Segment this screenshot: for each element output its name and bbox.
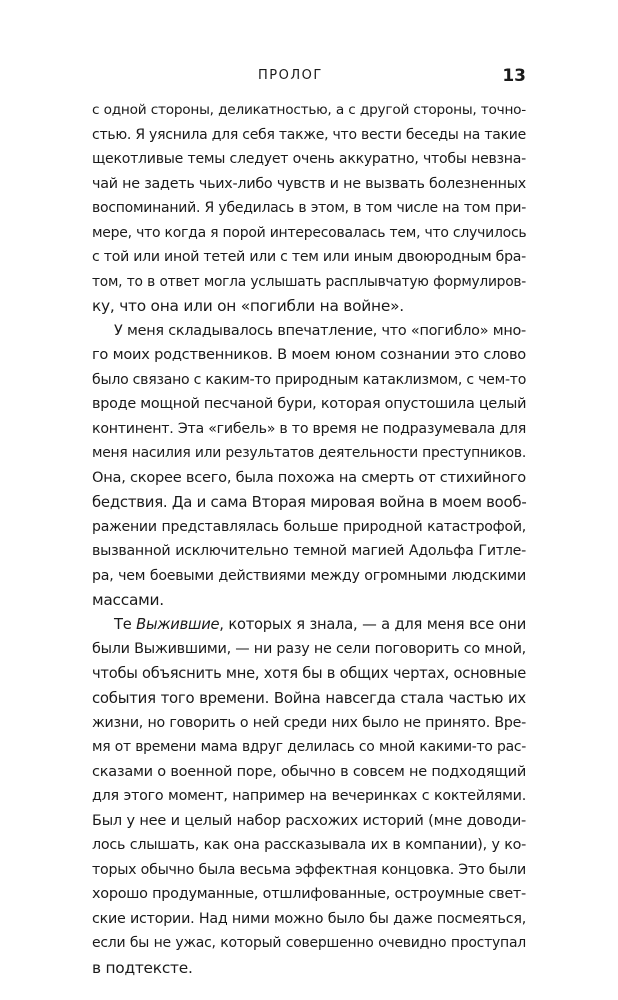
text-line: ра, чем боевыми действиями между огромными людскими (92, 567, 526, 584)
text-line: в подтексте. (92, 958, 193, 977)
text-line: если бы не ужас, который совершенно очевидно проступал (92, 935, 526, 951)
paragraph-1 (92, 98, 526, 319)
text-line: чтобы объяснить мне, хотя бы в общих чертах, основные (92, 664, 527, 682)
text-line: У меня складывалось впечатление, что «погибло» мно- (114, 322, 526, 339)
text-line: ку, что она или он «погибли на войне». (92, 297, 404, 315)
text-line: стью. Я уяснила для себя также, что вести беседы на такие (92, 126, 526, 143)
paragraph-2 (92, 319, 526, 613)
text-line: континент. Эта «гибель» в то время не подразумевала для (92, 420, 526, 437)
text-line: мере, что когда я порой интересовалась тем, что случилось (92, 224, 527, 241)
text-line: го моих родственников. В моем юном сознании это слово (92, 346, 526, 363)
running-header (0, 66, 618, 90)
text-line: мя от времени мама вдруг делилась со мной какими-то рас- (92, 739, 526, 755)
text-line: вызванной исключительно темной магией Адольфа Гитле- (92, 543, 526, 559)
text-line: ские истории. Над ними можно было бы даже посмеяться, (92, 910, 526, 927)
text-line: сказами о военной поре, обычно в совсем не подходящий (92, 763, 526, 780)
text-line: события того времени. Война навсегда стала частью их (92, 689, 526, 707)
text-line: для этого момент, например на вечеринках с коктейлями. (92, 788, 526, 804)
text-line: массами. (92, 591, 164, 609)
text-run: , которых я знала, — а для меня все они (219, 615, 526, 633)
text-line: были Выжившими, — ни разу не сели поговорить со мной, (92, 641, 526, 657)
body-text (92, 98, 526, 980)
section-title: ПРОЛОГ (258, 68, 323, 83)
paragraph-3 (92, 613, 526, 981)
text-line: щекотливые темы следует очень аккуратно, чтобы невзна- (92, 151, 526, 167)
text-line: торых обычно была весьма эффектная концовка. Это были (92, 861, 526, 878)
text-line: воспоминаний. Я убедилась в этом, в том числе на том при- (92, 200, 526, 216)
text-line: чай не задеть чьих-либо чувств и не вызвать болезненных (92, 175, 526, 192)
text-line: ражении представлялась больше природной катастрофой, (92, 518, 526, 535)
text-line: жизни, но говорить о ней среди них было не принято. Вре- (92, 714, 526, 731)
text-line: было связано с каким-то природным катаклизмом, с чем-то (92, 371, 527, 388)
text-line (92, 613, 526, 638)
page-number: 13 (502, 66, 526, 86)
text-line: с той или иной тетей или с тем или иным двоюродным бра- (92, 249, 526, 265)
text-line: хорошо продуманные, отшлифованные, остроумные свет- (92, 886, 526, 902)
text-line: бедствия. Да и сама Вторая мировая война в моем вооб- (92, 493, 527, 511)
italic-term: Выжившие (136, 615, 220, 633)
text-run: Те (114, 615, 137, 633)
text-line: том, то в ответ могла услышать расплывчатую формулиров- (92, 273, 526, 290)
text-line: вроде мощной песчаной бури, которая опустошила целый (92, 396, 527, 412)
text-line: лось слышать, как она рассказывала их в компании), у ко- (92, 837, 526, 853)
text-line: Был у нее и целый набор расхожих историй (мне доводи- (92, 812, 526, 829)
text-line: с одной стороны, деликатностью, а с другой стороны, точно- (92, 102, 526, 118)
text-line: Она, скорее всего, была похожа на смерть от стихийного (92, 468, 526, 486)
text-line: меня насилия или результатов деятельности преступников. (92, 445, 526, 461)
